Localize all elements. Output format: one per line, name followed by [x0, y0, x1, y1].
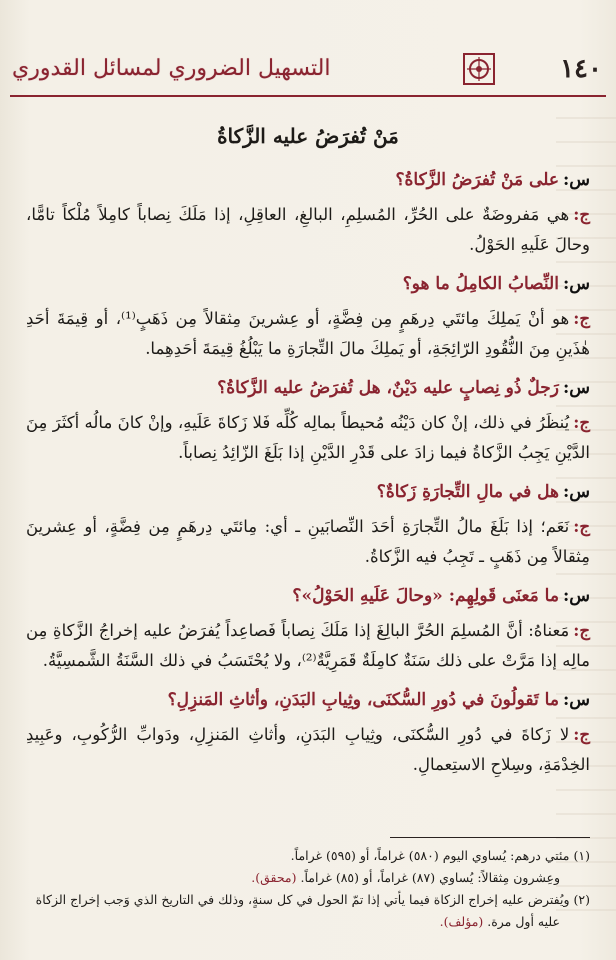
qa-block: [26, 478, 590, 572]
footnote-text: عليه أول مرة.: [487, 914, 560, 929]
question: [26, 582, 590, 610]
footnote-number: (١): [573, 848, 590, 863]
answer-text: هي مَفروضَةٌ على الحُرِّ، المُسلِمِ، البالغِ، العاقِلِ، إذا مَلَكَ نِصاباً كامِلاً مُلْكاً تامًّا، وحالَ عَلَيهِ الحَوْلُ.: [26, 205, 590, 254]
page-header: [0, 52, 616, 98]
running-title: التسهيل الضروري لمسائل القدوري: [12, 56, 331, 81]
question-text: ما تَقولُونَ في دُورِ السُّكنَى، وثِيابِ البَدَنِ، وأثاثِ المَنزِلِ؟: [167, 690, 559, 710]
footnote-number: (٢): [573, 892, 590, 907]
question-marker: س:: [562, 482, 590, 502]
question-marker: س:: [562, 690, 590, 710]
answer: [26, 304, 590, 364]
question-marker: س:: [562, 378, 590, 398]
section-title: مَنْ تُفرَضُ عليه الزَّكاةُ: [217, 124, 399, 148]
answer-marker: ج:: [573, 205, 590, 224]
question: [26, 270, 590, 298]
answer-marker: ج:: [573, 517, 590, 536]
footnotes: [26, 845, 590, 933]
footnote-line: [26, 845, 590, 867]
answer: [26, 616, 590, 676]
footnote-text: ويُفترض عليه إخراج الزكاة فيما يأتي إذا تمّ الحول في كل سنةٍ، وذلك في التاريخ الذي وَجب إخراج الزكاة: [35, 892, 570, 907]
answer-text: نَعَم؛ إذا بَلَغَ مالُ التِّجارَةِ أحَدَ النِّصابَينِ ـ أي: مِائتَي دِرهَمٍ مِن فِضَّةٍ، أو عِشرينَ مِثقالاً مِن ذَهَبٍ ـ تَجِبُ فيه الزَّكاةُ.: [26, 517, 590, 566]
qa-block: [26, 582, 590, 676]
footnote-line: [26, 867, 590, 889]
question: [26, 374, 590, 402]
qa-block: [26, 270, 590, 364]
answer-text: لا زَكاةَ في دُورِ السُّكنَى، وثِيابِ البَدَنِ، وأثاثِ المَنزِلِ، ودَوابِّ الرُّكُوبِ، وعَبِيدِ الخِدْمَةِ، وسِلاحِ الاستِعمالِ.: [26, 725, 590, 774]
footnote-line: [26, 889, 590, 911]
footnote-line: [26, 911, 590, 933]
qa-block: [26, 686, 590, 780]
qa-block: [26, 374, 590, 468]
question: [26, 686, 590, 714]
footnote-attribution: (محقق).: [251, 870, 297, 885]
question-text: ما مَعنَى قَولِهِم: «وحالَ عَلَيهِ الحَوْلُ»؟: [292, 586, 559, 606]
answer: [26, 512, 590, 572]
question-text: هل في مالِ التِّجارَةِ زَكاةٌ؟: [376, 482, 559, 502]
question: [26, 478, 590, 506]
answer-marker: ج:: [573, 309, 590, 328]
question-marker: س:: [562, 274, 590, 294]
footnote-text: وعِشرون مِثقالاً: يُساوي (٨٧) غراماً، أو (٨٥) غراماً.: [300, 870, 560, 885]
main-content: [26, 118, 590, 788]
answer-marker: ج:: [573, 413, 590, 432]
answer-text: يُنظَرُ في ذلك، إنْ كان دَيْنُه مُحيطاً بمالِه كُلِّه فَلا زَكاةَ عَلَيهِ، وإنْ كانَ مالُه أكثَرَ مِنَ الدَّيْنِ يَجِبُ الزَّكاةُ فيما زادَ على قَدْرِ الدَّيْنِ إذا بَلَغَ الزّائِدُ نِصاباً.: [26, 413, 590, 462]
qa-block: [26, 166, 590, 260]
page-number: ١٤٠: [560, 54, 602, 84]
question-marker: س:: [562, 586, 590, 606]
answer: [26, 200, 590, 260]
answer: [26, 720, 590, 780]
question: [26, 166, 590, 194]
question-text: النِّصابُ الكامِلُ ما هو؟: [402, 274, 559, 294]
footnote-text: مئتي درهم: يُساوي اليوم (٥٨٠) غراماً، أو (٥٩٥) غراماً.: [290, 848, 570, 863]
footnote-attribution: (مؤلف).: [439, 914, 484, 929]
ornament-icon: [462, 52, 496, 86]
answer-marker: ج:: [573, 725, 590, 744]
question-marker: س:: [562, 170, 590, 190]
footnote-rule: [390, 837, 590, 838]
question-text: على مَنْ تُفرَضُ الزَّكاةُ؟: [395, 170, 559, 190]
question-text: رَجلٌ ذُو نِصابٍ عليه دَيْنٌ، هل تُفرَضُ عليه الزَّكاةُ؟: [217, 378, 559, 398]
answer-text: هو أنْ يَملِكَ مِائتَي دِرهَمٍ مِن فِضَّةٍ، أو عِشرينَ مِثقالاً مِن ذَهَبٍ⁽¹⁾، أو قِيمَةَ أحَدِ هٰذَينِ مِنَ النُّقُودِ الرّائِجَةِ، أو يَملِكَ مالَ التِّجارَةِ ما يَبْلُغُ قِيمَةَ أحَدِهِما.: [26, 309, 590, 358]
header-rule: [10, 95, 606, 97]
answer-text: مَعناهُ: أنَّ المُسلِمَ الحُرَّ البالِغَ إذا مَلَكَ نِصاباً فَصاعِداً يُفرَضُ عليه إخراجُ الزَّكاةِ مِن مالِه إذا مَرَّتْ على ذلك سَنَةٌ كامِلَةٌ قَمَرِيَّةٌ⁽²⁾، ولا يُحْتَسَبُ في ذلك السَّنَةُ الشَّمسِيَّةُ.: [26, 621, 590, 670]
answer: [26, 408, 590, 468]
answer-marker: ج:: [573, 621, 590, 640]
